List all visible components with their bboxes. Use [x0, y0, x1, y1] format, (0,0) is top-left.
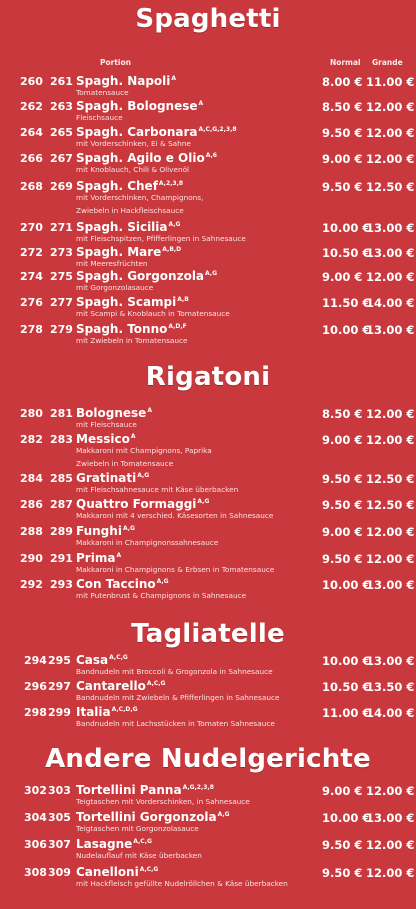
item-description: mit Fleischspitzen, Pfifferlingen in Sahnesauce: [76, 234, 246, 243]
item-number-grande: 291: [50, 552, 73, 565]
item-number-grande: 265: [50, 126, 73, 139]
allergen-codes: A,B,D: [162, 246, 182, 253]
price-normal: 8.00 €: [322, 75, 363, 89]
item-number-normal: 282: [20, 433, 43, 446]
menu-item: [0, 407, 416, 431]
item-name: [76, 653, 128, 667]
item-name: [76, 524, 135, 538]
item-name: [76, 705, 138, 719]
item-description: mit Knoblauch, Chili & Olivenöl: [76, 165, 190, 174]
item-number-grande: 271: [50, 221, 73, 234]
item-number-grande: 267: [50, 152, 73, 165]
allergen-codes: A: [171, 75, 177, 82]
item-description: Zwiebeln in Tomatensauce: [76, 459, 174, 468]
item-name-text: Italia: [76, 705, 111, 719]
item-number-grande: 273: [50, 246, 73, 259]
menu-item: [0, 221, 416, 245]
section-title: Tagliatelle: [131, 619, 285, 649]
item-description: mit Meeresfrüchten: [76, 259, 148, 268]
price-normal: 10.00 €: [322, 654, 371, 668]
price-grande: 12.00 €: [366, 126, 415, 140]
price-normal: 9.50 €: [322, 552, 363, 566]
price-normal: 10.00 €: [322, 811, 371, 825]
price-grande: 11.00 €: [366, 75, 415, 89]
price-grande: 13.00 €: [366, 323, 415, 337]
allergen-codes: A,G: [156, 578, 169, 585]
item-name: [76, 151, 217, 165]
allergen-codes: A,C,G: [146, 680, 166, 687]
menu-item: [0, 498, 416, 522]
menu-item: [0, 680, 416, 704]
allergen-codes: A,G: [137, 472, 150, 479]
menu-item: [0, 270, 416, 294]
allergen-codes: A,G: [205, 270, 217, 277]
item-number-grande: 287: [50, 498, 73, 511]
item-name: [76, 783, 214, 797]
price-normal: 11.00 €: [322, 706, 371, 720]
allergen-codes: A,G,2,3,8: [182, 784, 214, 791]
item-description: Makkaroni in Champignonssahnesauce: [76, 538, 219, 547]
item-number-normal: 296: [24, 680, 47, 693]
column-header-normal: Normal: [330, 58, 361, 67]
item-description: Bandnudeln mit Lachsstücken in Tomaten Sahnesauce: [76, 719, 275, 728]
menu-item: [0, 126, 416, 150]
item-number-normal: 308: [24, 866, 47, 879]
menu-item: [0, 552, 416, 576]
item-name: [76, 406, 152, 420]
item-number-normal: 284: [20, 472, 43, 485]
price-grande: 12.00 €: [366, 838, 415, 852]
item-number-normal: 264: [20, 126, 43, 139]
price-normal: 10.00 €: [322, 221, 371, 235]
price-normal: 11.50 €: [322, 296, 371, 310]
item-number-normal: 278: [20, 323, 43, 336]
item-name: [76, 577, 169, 591]
item-name-text: Gratinati: [76, 471, 137, 485]
item-description: Teigtaschen mit Vorderschinken, in Sahnesauce: [76, 797, 250, 806]
price-normal: 9.00 €: [322, 525, 363, 539]
item-description: Makkaroni in Champignons & Erbsen in Tomatensauce: [76, 565, 275, 574]
allergen-codes: A,G: [168, 221, 181, 228]
price-grande: 12.00 €: [366, 552, 415, 566]
column-header-grande: Grande: [372, 58, 403, 67]
price-grande: 13.00 €: [366, 578, 415, 592]
menu-item: [0, 100, 416, 124]
price-grande: 13.00 €: [366, 811, 415, 825]
section-title: Rigatoni: [145, 362, 271, 392]
item-name: [76, 74, 176, 88]
item-number-grande: 289: [50, 525, 73, 538]
item-name: [76, 837, 152, 851]
price-normal: 8.50 €: [322, 100, 363, 114]
item-name-text: Bolognese: [76, 406, 147, 420]
price-grande: 12.00 €: [366, 100, 415, 114]
item-name-text: Tortellini Gorgonzola: [76, 810, 217, 824]
price-grande: 13.00 €: [366, 221, 415, 235]
menu-item: [0, 432, 416, 468]
item-name-text: Spagh. Agilo e Olio: [76, 151, 205, 165]
menu-item: [0, 152, 416, 176]
item-number-grande: 295: [48, 654, 71, 667]
price-normal: 10.00 €: [322, 578, 371, 592]
item-name: [76, 245, 181, 259]
allergen-codes: A: [130, 433, 136, 440]
item-number-grande: 293: [50, 578, 73, 591]
price-grande: 12.00 €: [366, 525, 415, 539]
price-normal: 10.00 €: [322, 323, 371, 337]
menu-item: [0, 866, 416, 890]
item-number-normal: 304: [24, 811, 47, 824]
menu-item: [0, 323, 416, 347]
item-name-text: Messico: [76, 432, 130, 446]
allergen-codes: A,B: [177, 296, 189, 303]
item-number-grande: 307: [48, 838, 71, 851]
item-number-normal: 298: [24, 706, 47, 719]
price-normal: 9.00 €: [322, 784, 363, 798]
price-grande: 12.00 €: [366, 407, 415, 421]
item-name-text: Lasagne: [76, 837, 133, 851]
price-grande: 14.00 €: [366, 706, 415, 720]
item-number-normal: 274: [20, 270, 43, 283]
item-description: mit Gorgonzolasauce: [76, 283, 154, 292]
item-number-normal: 276: [20, 296, 43, 309]
price-normal: 9.00 €: [322, 152, 363, 166]
item-number-grande: 269: [50, 180, 73, 193]
item-description: Nudelauflauf mit Käse überbacken: [76, 851, 202, 860]
item-description: mit Scampi & Knoblauch in Tomatensauce: [76, 309, 230, 318]
menu-item: [0, 525, 416, 549]
item-name-text: Cantarello: [76, 679, 146, 693]
price-normal: 9.50 €: [322, 498, 363, 512]
item-name-text: Spagh. Chef: [76, 179, 158, 193]
item-description: Zwiebeln in Hackfleischsauce: [76, 206, 184, 215]
allergen-codes: A,C,G: [139, 866, 159, 873]
item-number-normal: 266: [20, 152, 43, 165]
item-description: Bandnudeln mit Broccoli & Grogonzola in Sahnesauce: [76, 667, 273, 676]
menu-item: [0, 811, 416, 835]
item-number-grande: 283: [50, 433, 73, 446]
item-number-normal: 306: [24, 838, 47, 851]
item-description: mit Fleischsauce: [76, 420, 137, 429]
price-grande: 12.00 €: [366, 433, 415, 447]
item-number-normal: 270: [20, 221, 43, 234]
item-name-text: Spagh. Napoli: [76, 74, 171, 88]
item-description: mit Zwiebeln in Tomatensauce: [76, 336, 188, 345]
price-grande: 12.00 €: [366, 270, 415, 284]
price-normal: 9.50 €: [322, 866, 363, 880]
item-name-text: Spagh. Scampi: [76, 295, 177, 309]
item-name: [76, 432, 136, 446]
item-description: mit Vorderschinken, Champignons,: [76, 193, 204, 202]
price-grande: 12.00 €: [366, 866, 415, 880]
item-number-grande: 263: [50, 100, 73, 113]
menu-item: [0, 472, 416, 496]
item-description: Makkaroni mit 4 verschied. Käsesorten in Sahnesauce: [76, 511, 274, 520]
item-description: mit Vorderschinken, Ei & Sahne: [76, 139, 191, 148]
price-normal: 9.50 €: [322, 838, 363, 852]
price-grande: 12.50 €: [366, 498, 415, 512]
menu-item: [0, 578, 416, 602]
menu-item: [0, 75, 416, 99]
item-number-grande: 281: [50, 407, 73, 420]
price-grande: 12.50 €: [366, 472, 415, 486]
allergen-codes: A,C,G: [133, 838, 152, 845]
item-description: Teigtaschen mit Gorgonzolasauce: [76, 824, 199, 833]
item-number-normal: 272: [20, 246, 43, 259]
price-grande: 12.00 €: [366, 152, 415, 166]
item-name: [76, 497, 209, 511]
column-header-portion: Portion: [100, 58, 131, 67]
allergen-codes: A: [147, 407, 152, 414]
allergen-codes: A,2,3,8: [158, 180, 184, 187]
item-name-text: Prima: [76, 551, 116, 565]
item-number-grande: 275: [50, 270, 73, 283]
price-grande: 13.50 €: [366, 680, 415, 694]
item-name-text: Spagh. Mare: [76, 245, 162, 259]
section-title: Spaghetti: [135, 4, 281, 34]
item-name: [76, 295, 189, 309]
price-normal: 10.50 €: [322, 680, 371, 694]
item-number-normal: 288: [20, 525, 43, 538]
price-normal: 8.50 €: [322, 407, 363, 421]
item-number-grande: 277: [50, 296, 73, 309]
item-number-normal: 302: [24, 784, 47, 797]
item-name: [76, 551, 121, 565]
item-description: mit Hackfleisch gefüllte Nudelröllchen & Käse überbacken: [76, 879, 288, 888]
item-number-normal: 280: [20, 407, 43, 420]
item-name-text: Spagh. Gorgonzola: [76, 269, 205, 283]
item-number-grande: 261: [50, 75, 73, 88]
item-name-text: Spagh. Sicilia: [76, 220, 168, 234]
menu-item: [0, 706, 416, 730]
item-number-normal: 268: [20, 180, 43, 193]
menu-item: [0, 179, 416, 215]
price-grande: 13.00 €: [366, 246, 415, 260]
item-number-normal: 292: [20, 578, 43, 591]
price-normal: 10.50 €: [322, 246, 371, 260]
item-description: Makkaroni mit Champignons, Paprika: [76, 446, 212, 455]
price-normal: 9.50 €: [322, 180, 363, 194]
item-number-normal: 290: [20, 552, 43, 565]
price-grande: 13.00 €: [366, 654, 415, 668]
item-number-grande: 297: [48, 680, 71, 693]
item-number-grande: 303: [48, 784, 71, 797]
item-description: mit Putenbrust & Champignons in Sahnesauce: [76, 591, 247, 600]
allergen-codes: A,D,F: [168, 323, 187, 330]
item-name: [76, 99, 203, 113]
item-name: [76, 471, 149, 485]
price-normal: 9.00 €: [322, 433, 363, 447]
allergen-codes: A: [116, 552, 122, 559]
allergen-codes: A,C,G,2,3,8: [198, 126, 237, 133]
allergen-codes: A,G: [122, 525, 135, 532]
allergen-codes: A: [198, 100, 204, 107]
item-name: [76, 810, 230, 824]
allergen-codes: A,6: [205, 152, 217, 159]
allergen-codes: A,C,G: [109, 654, 128, 661]
item-number-normal: 286: [20, 498, 43, 511]
item-number-grande: 305: [48, 811, 71, 824]
item-name: [76, 269, 217, 283]
item-name-text: Casa: [76, 653, 109, 667]
item-name: [76, 322, 187, 336]
item-name-text: Spagh. Carbonara: [76, 125, 198, 139]
price-grande: 12.50 €: [366, 180, 415, 194]
menu-item: [0, 784, 416, 808]
item-description: mit Fleischsahnesauce mit Käse überbacken: [76, 485, 239, 494]
menu-item: [0, 296, 416, 320]
item-number-grande: 279: [50, 323, 73, 336]
item-name-text: Spagh. Bolognese: [76, 99, 198, 113]
item-number-grande: 299: [48, 706, 71, 719]
item-number-grande: 285: [50, 472, 73, 485]
allergen-codes: A,G: [217, 811, 230, 818]
price-normal: 9.00 €: [322, 270, 363, 284]
item-description: Bandnudeln mit Zwiebeln & Pfifferlingen in Sahnesauce: [76, 693, 280, 702]
item-number-normal: 294: [24, 654, 47, 667]
item-number-normal: 262: [20, 100, 43, 113]
item-name: [76, 125, 237, 139]
item-number-grande: 309: [48, 866, 71, 879]
menu-item: [0, 838, 416, 862]
item-name-text: Canelloni: [76, 865, 139, 879]
allergen-codes: A,C,D,G: [111, 706, 138, 713]
price-normal: 9.50 €: [322, 472, 363, 486]
item-name-text: Quattro Formaggi: [76, 497, 197, 511]
item-name-text: Spagh. Tonno: [76, 322, 168, 336]
item-description: Tomatensauce: [76, 88, 129, 97]
item-name-text: Funghi: [76, 524, 122, 538]
item-name: [76, 179, 183, 193]
item-name-text: Tortellini Panna: [76, 783, 182, 797]
menu-item: [0, 246, 416, 270]
item-name: [76, 679, 165, 693]
price-grande: 12.00 €: [366, 784, 415, 798]
item-number-normal: 260: [20, 75, 43, 88]
item-description: Fleischsauce: [76, 113, 123, 122]
item-name: [76, 865, 158, 879]
allergen-codes: A,G: [197, 498, 210, 505]
price-normal: 9.50 €: [322, 126, 363, 140]
menu-item: [0, 654, 416, 678]
price-grande: 14.00 €: [366, 296, 415, 310]
item-name: [76, 220, 180, 234]
section-title: Andere Nudelgerichte: [45, 744, 371, 774]
item-name-text: Con Taccino: [76, 577, 156, 591]
